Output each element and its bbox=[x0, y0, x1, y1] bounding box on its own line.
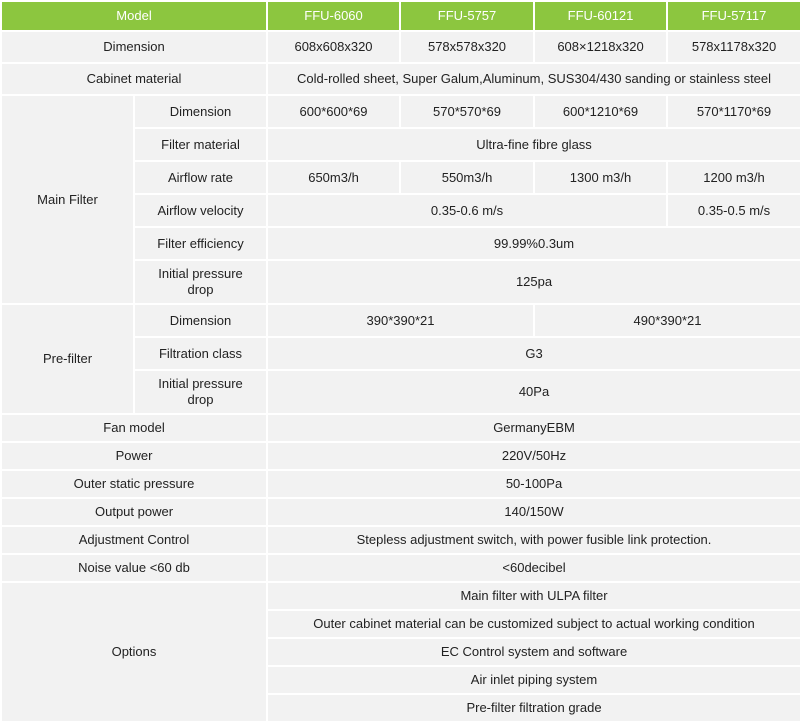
table-row bbox=[1, 95, 800, 128]
label-line: drop bbox=[187, 282, 214, 297]
dimension-label: Dimension bbox=[1, 31, 267, 63]
table-row bbox=[1, 414, 800, 442]
table-row bbox=[1, 554, 800, 582]
output-power-value: 140/150W bbox=[267, 498, 800, 526]
filter-material-value: Ultra-fine fibre glass bbox=[267, 128, 800, 161]
pre-filter-dimension-value: 490*390*21 bbox=[534, 304, 800, 337]
pre-filter-dimension-label: Dimension bbox=[134, 304, 267, 337]
adjustment-control-value: Stepless adjustment switch, with power fusible link protection. bbox=[267, 526, 800, 554]
dimension-value: 578x1178x320 bbox=[667, 31, 800, 63]
adjustment-control-label: Adjustment Control bbox=[1, 526, 267, 554]
main-filter-dimension-value: 600*1210*69 bbox=[534, 95, 667, 128]
table-row bbox=[1, 31, 800, 63]
fan-model-label: Fan model bbox=[1, 414, 267, 442]
main-filter-dimension-label: Dimension bbox=[134, 95, 267, 128]
cabinet-material-label: Cabinet material bbox=[1, 63, 267, 95]
filter-material-label: Filter material bbox=[134, 128, 267, 161]
airflow-rate-value: 650m3/h bbox=[267, 161, 400, 194]
dimension-value: 578x578x320 bbox=[400, 31, 534, 63]
main-filter-dimension-value: 570*1170*69 bbox=[667, 95, 800, 128]
outer-static-pressure-label: Outer static pressure bbox=[1, 470, 267, 498]
pre-initial-pressure-label bbox=[134, 370, 267, 414]
power-value: 220V/50Hz bbox=[267, 442, 800, 470]
airflow-velocity-value: 0.35-0.6 m/s bbox=[267, 194, 667, 227]
filtration-class-value: G3 bbox=[267, 337, 800, 370]
noise-value-label: Noise value <60 db bbox=[1, 554, 267, 582]
main-initial-pressure-label bbox=[134, 260, 267, 304]
airflow-rate-label: Airflow rate bbox=[134, 161, 267, 194]
pre-filter-label: Pre-filter bbox=[1, 304, 134, 414]
label-line: Initial pressure bbox=[158, 266, 243, 281]
option-item: Air inlet piping system bbox=[267, 666, 800, 694]
main-initial-pressure-value: 125pa bbox=[267, 260, 800, 304]
filter-efficiency-value: 99.99%0.3um bbox=[267, 227, 800, 260]
table-row bbox=[1, 442, 800, 470]
header-row bbox=[1, 1, 800, 31]
option-item: Pre-filter filtration grade bbox=[267, 694, 800, 722]
model-ffu-57117: FFU-57117 bbox=[667, 1, 800, 31]
main-filter-label: Main Filter bbox=[1, 95, 134, 304]
option-item: Outer cabinet material can be customized subject to actual working condition bbox=[267, 610, 800, 638]
outer-static-pressure-value: 50-100Pa bbox=[267, 470, 800, 498]
airflow-rate-value: 550m3/h bbox=[400, 161, 534, 194]
main-filter-dimension-value: 570*570*69 bbox=[400, 95, 534, 128]
output-power-label: Output power bbox=[1, 498, 267, 526]
airflow-velocity-label: Airflow velocity bbox=[134, 194, 267, 227]
label-line: drop bbox=[187, 392, 214, 407]
airflow-velocity-value: 0.35-0.5 m/s bbox=[667, 194, 800, 227]
main-filter-dimension-value: 600*600*69 bbox=[267, 95, 400, 128]
pre-filter-dimension-value: 390*390*21 bbox=[267, 304, 534, 337]
pre-initial-pressure-value: 40Pa bbox=[267, 370, 800, 414]
noise-value-value: <60decibel bbox=[267, 554, 800, 582]
model-ffu-60121: FFU-60121 bbox=[534, 1, 667, 31]
model-ffu-5757: FFU-5757 bbox=[400, 1, 534, 31]
option-item: Main filter with ULPA filter bbox=[267, 582, 800, 610]
airflow-rate-value: 1300 m3/h bbox=[534, 161, 667, 194]
table-row bbox=[1, 470, 800, 498]
cabinet-material-value: Cold-rolled sheet, Super Galum,Aluminum, SUS304/430 sanding or stainless steel bbox=[267, 63, 800, 95]
power-label: Power bbox=[1, 442, 267, 470]
filtration-class-label: Filtration class bbox=[134, 337, 267, 370]
airflow-rate-value: 1200 m3/h bbox=[667, 161, 800, 194]
filter-efficiency-label: Filter efficiency bbox=[134, 227, 267, 260]
table-row bbox=[1, 582, 800, 610]
fan-model-value: GermanyEBM bbox=[267, 414, 800, 442]
model-ffu-6060: FFU-6060 bbox=[267, 1, 400, 31]
dimension-value: 608x608x320 bbox=[267, 31, 400, 63]
dimension-value: 608×1218x320 bbox=[534, 31, 667, 63]
table-row bbox=[1, 498, 800, 526]
model-header: Model bbox=[1, 1, 267, 31]
option-item: EC Control system and software bbox=[267, 638, 800, 666]
table-row bbox=[1, 526, 800, 554]
table-row bbox=[1, 304, 800, 337]
label-line: Initial pressure bbox=[158, 376, 243, 391]
table-row bbox=[1, 63, 800, 95]
options-label: Options bbox=[1, 582, 267, 722]
